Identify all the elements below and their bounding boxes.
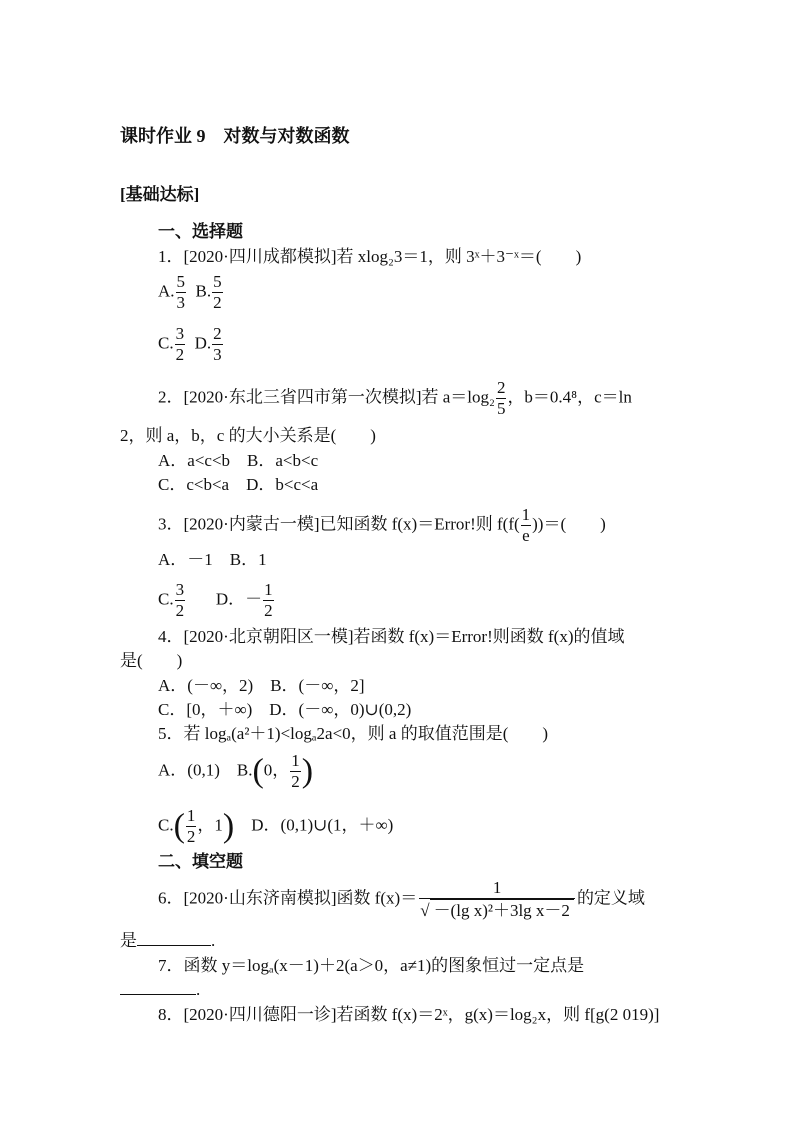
option-c-post: ，1	[197, 815, 223, 835]
fraction-numerator: 1	[264, 580, 273, 599]
question-3-fraction	[521, 505, 532, 546]
question-2-stem-line2: 2，则 a，b，c 的大小关系是( )	[120, 426, 376, 445]
option-b-fraction	[212, 272, 223, 313]
question-6-stem-line2	[120, 930, 215, 952]
fraction-numerator: 5	[176, 272, 186, 291]
section-basic: [基础达标]	[120, 185, 200, 204]
fraction-denominator: 2	[213, 293, 222, 312]
fraction-numerator: 1	[291, 751, 300, 770]
answer-blank[interactable]	[137, 931, 211, 946]
period: .	[196, 980, 201, 999]
option-d-fraction	[263, 580, 274, 621]
fraction-numerator: 1	[186, 806, 196, 825]
left-paren: (	[173, 807, 185, 845]
fraction-denominator: √ －(lg x)²＋3lg x－2	[419, 899, 575, 921]
question-1-stem: 1．[2020·四川成都模拟]若 xlog₂3＝1，则 3ˣ＋3⁻ˣ＝( )	[158, 247, 582, 266]
question-8-stem: 8．[2020·四川德阳一诊]若函数 f(x)＝2ˣ，g(x)＝log₂x，则 f[g(2 019)]	[158, 1005, 660, 1024]
question-2-fraction	[496, 378, 507, 419]
fraction-denominator: 2	[186, 827, 196, 846]
answer-blank[interactable]	[120, 980, 196, 995]
fraction-denominator: 3	[213, 345, 222, 364]
question-7-answer-line	[120, 979, 200, 1001]
question-5-options-cd	[158, 806, 393, 847]
question-6-stem-pre: 6．[2020·山东济南模拟]函数 f(x)＝	[158, 888, 418, 908]
question-6-stem-post: 的定义域	[576, 888, 645, 908]
option-d-fraction	[212, 324, 223, 365]
option-c-fraction	[175, 580, 186, 621]
part-two-heading: 二、填空题	[158, 852, 243, 871]
question-3-stem-post: ))＝( )	[532, 514, 606, 534]
left-paren: (	[252, 752, 264, 790]
question-4-options-ab: A．(－∞，2) B．(－∞，2]	[158, 676, 365, 695]
fraction-denominator: 2	[264, 601, 273, 620]
option-b-fraction	[290, 751, 301, 792]
question-1-options-cd	[158, 324, 224, 365]
fraction-denominator: 5	[496, 399, 506, 418]
sqrt-radicand: －(lg x)²＋3lg x－2	[430, 899, 574, 921]
question-2-stem-pre: 2．[2020·东北三省四市第一次模拟]若 a＝log₂	[158, 387, 495, 407]
question-2-stem	[158, 378, 632, 419]
question-3-options-cd	[158, 580, 275, 621]
right-paren: )	[222, 807, 235, 845]
question-1-options-ab	[158, 272, 224, 313]
question-6-stem	[158, 878, 645, 921]
fraction-denominator: e	[522, 526, 530, 545]
question-6-stem-line2-text: 是	[120, 931, 137, 950]
question-3-stem-pre: 3．[2020·内蒙古一模]已知函数 f(x)＝Error!则 f(f(	[158, 514, 520, 534]
option-d-label: D．(0,1)∪(1，＋∞)	[251, 815, 394, 835]
fraction-numerator: 2	[496, 378, 506, 397]
fraction-numerator: 2	[213, 324, 222, 343]
question-7-stem: 7．函数 y＝logₐ(x－1)＋2(a＞0，a≠1)的图象恒过一定点是	[158, 956, 585, 975]
option-c-fraction	[186, 806, 197, 847]
question-3-stem	[158, 505, 606, 546]
option-d-label: D.	[194, 333, 212, 353]
question-3-options-ab: A．－1 B．1	[158, 550, 267, 569]
option-c-fraction	[175, 324, 186, 365]
right-paren: )	[301, 752, 314, 790]
fraction-denominator: 2	[291, 772, 300, 791]
option-b-label: B.	[195, 281, 212, 301]
fraction-numerator: 1	[419, 878, 575, 899]
period: .	[211, 931, 216, 950]
fraction-numerator: 1	[521, 505, 531, 524]
question-6-fraction	[419, 878, 575, 921]
option-d-label: D．－	[215, 589, 263, 609]
options-a-b-label: A．(0,1) B.	[158, 760, 253, 780]
option-c-label: C.	[158, 815, 174, 835]
fraction-denominator: 3	[176, 293, 186, 312]
question-5-stem: 5．若 logₐ(a²＋1)<logₐ2a<0，则 a 的取值范围是( )	[158, 724, 549, 743]
fraction-denominator: 2	[175, 345, 185, 364]
part-one-heading: 一、选择题	[158, 222, 243, 241]
page-title: 课时作业 9 对数与对数函数	[120, 126, 350, 146]
question-4-stem: 4．[2020·北京朝阳区一模]若函数 f(x)＝Error!则函数 f(x)的值域	[158, 627, 625, 646]
question-2-options-cd: C．c<b<a D．b<c<a	[158, 475, 319, 494]
question-5-options-ab	[158, 751, 313, 792]
question-2-options-ab: A．a<c<b B．a<b<c	[158, 451, 319, 470]
question-4-options-cd: C．[0，＋∞) D．(－∞，0)∪(0,2)	[158, 700, 412, 719]
fraction-numerator: 5	[213, 272, 222, 291]
option-b-pre: 0，	[263, 760, 290, 780]
option-c-label: C.	[158, 333, 174, 353]
fraction-numerator: 3	[175, 324, 185, 343]
option-a-label: A.	[158, 281, 175, 301]
fraction-denominator: 2	[175, 601, 185, 620]
fraction-numerator: 3	[175, 580, 185, 599]
question-4-stem-line2: 是( )	[120, 651, 183, 670]
question-2-stem-post: ，b＝0.4⁸，c＝ln	[507, 387, 632, 407]
option-c-label: C.	[158, 589, 174, 609]
option-a-fraction	[176, 272, 187, 313]
